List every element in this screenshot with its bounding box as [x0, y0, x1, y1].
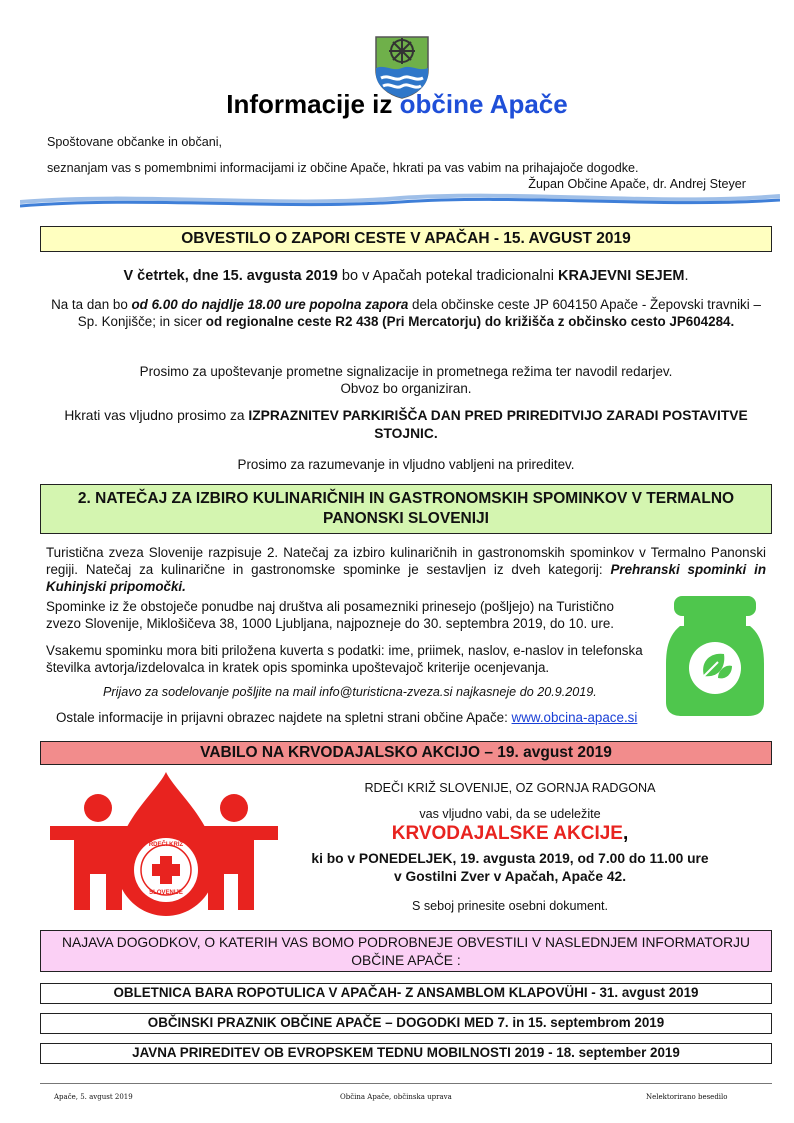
page-title-part2: občine Apače	[399, 89, 568, 119]
intro-text: seznanjam vas s pomembnimi informacijami iz občine Apače, hkrati pa vas vabim na prihajajoče dogodke.	[47, 161, 639, 175]
culinary-contest-heading	[40, 484, 772, 534]
event-item-1-text: OBLETNICA BARA ROPOTULICA V APAČAH- Z ANSAMBLOM KLAPOVÜHI - 31. avgust 2019	[113, 985, 699, 1000]
contest-categories: Prehranski spominki in Kuhinjski pripomočki.	[46, 562, 767, 594]
event-item-3	[40, 1043, 772, 1064]
header-wave-divider	[20, 188, 780, 210]
traffic-note-line1: Prosimo za upoštevanje prometne signalizacije in prometnega režima ter navodil redarjev.	[139, 364, 673, 379]
blood-drive-event: KRVODAJALSKE AKCIJE	[391, 823, 623, 844]
event-date: V četrtek, dne 15. avgusta 2019	[123, 268, 338, 284]
parking-note-b: IZPRAZNITEV PARKIRIŠČA DAN PRED PRIREDITVIJO ZARADI POSTAVITVE STOJNIC.	[248, 408, 748, 441]
road-closure-line1	[40, 266, 772, 286]
upcoming-events-heading-text: NAJAVA DOGODKOV, O KATERIH VAS BOMO PODROBNEJE OBVESTILI V NASLEDNJEM INFORMATORJU OBČINE APAČE :	[62, 935, 750, 968]
traffic-note	[40, 363, 772, 397]
parking-note-a: Hkrati vas vljudno prosimo za	[64, 408, 249, 423]
blood-drive-note: S seboj prinesite osebni dokument.	[411, 899, 609, 913]
details-c: dela občinske ceste JP 604150 Apače - Žepovski travniki – Sp. Konjišče; in sicer	[77, 297, 761, 329]
details-a: Na ta dan bo	[51, 297, 132, 312]
footer-office: Občina Apače, občinska uprava	[340, 1093, 452, 1101]
road-closure-heading	[40, 226, 772, 252]
road-closure-heading-text: OBVESTILO O ZAPORI CESTE V APAČAH - 15. AVGUST 2019	[181, 230, 631, 247]
footer-note: Nelektorirano besedilo	[646, 1093, 728, 1101]
blood-drive-invite: vas vljudno vabi, da se udeležite	[419, 807, 601, 821]
parking-note	[50, 407, 762, 443]
closing-note: Prosimo za razumevanje in vljudno vabljeni na prireditev.	[237, 457, 575, 472]
fair-name: KRAJEVNI SEJEM	[557, 268, 685, 284]
contest-delivery: Spominke iz že obstoječe ponudbe naj društva ali posamezniki prinesejo (pošljejo) na Turistično zvezo Slovenije, Miklošičeva 38, 1000 Ljubljana, najpozneje do 30. septembra 2019, do 10. ure.	[46, 599, 614, 631]
contest-application: Prijavo za sodelovanje pošljite na mail info@turisticna-zveza.si najkasneje do 20.9.2019.	[103, 685, 597, 699]
upcoming-events-heading	[40, 930, 772, 972]
logo-bottom-text: SLOVENIJE	[149, 890, 183, 896]
red-cross-org: RDEČI KRIŽ SLOVENIJE, OZ GORNJA RADGONA	[364, 781, 656, 795]
event-item-2	[40, 1013, 772, 1034]
contest-intro	[46, 544, 766, 595]
blood-drive-comma: ,	[622, 823, 629, 844]
blood-drive-where: v Gostilni Zver v Apačah, Apače 42.	[393, 869, 627, 884]
contest-envelope: Vsakemu spominku mora biti priložena kuverta s podatki: ime, priimek, naslov, e-naslov in telefonska številka avtorja/izdelovalca in kratek opis spominka upoštevajoč kriterije ocenjevanja.	[46, 643, 643, 675]
event-item-3-text: JAVNA PRIREDITEV OB EVROPSKEM TEDNU MOBILNOSTI 2019 - 18. september 2019	[132, 1045, 680, 1060]
event-item-1	[40, 983, 772, 1004]
page-title-part1: Informacije iz	[226, 89, 400, 119]
page-title	[0, 88, 794, 120]
footer-date: Apače, 5. avgust 2019	[54, 1093, 133, 1101]
event-item-2-text: OBČINSKI PRAZNIK OBČINE APAČE – DOGODKI MED 7. in 15. septembrom 2019	[147, 1015, 665, 1030]
blood-drive-title	[290, 822, 730, 846]
municipality-website-link[interactable]: www.obcina-apace.si	[511, 710, 638, 725]
contest-intro-a: Turistična zveza Slovenije razpisuje 2. Natečaj za izbiro kulinaričnih in gastronomskih spominkov v Termalno Panonski regiji. Natečaj za kulinarične in gastronomske spominke je sestavljen iz dveh kategorij:	[46, 545, 766, 577]
closure-segment: od regionalne ceste R2 438 (Pri Mercatorju) do križišča z občinsko cesto JP604284.	[205, 314, 735, 329]
traffic-note-line2: Obvoz bo organiziran.	[340, 381, 472, 396]
red-cross-logo	[48, 770, 280, 920]
blood-drive-when: ki bo v PONEDELJEK, 19. avgusta 2019, od 7.00 do 11.00 ure	[311, 851, 709, 866]
mayor-signature: Župan Občine Apače, dr. Andrej Steyer	[528, 177, 746, 191]
line1-text: bo v Apačah potekal tradicionalni	[337, 268, 558, 284]
closure-hours: od 6.00 do najdlje 18.00 ure popolna zapora	[131, 297, 409, 312]
blood-drive-heading-text: VABILO NA KRVODAJALSKO AKCIJO – 19. avgust 2019	[200, 744, 612, 761]
greeting: Spoštovane občanke in občani,	[47, 135, 223, 149]
road-closure-details	[46, 296, 766, 330]
culinary-contest-heading-text: 2. NATEČAJ ZA IZBIRO KULINARIČNIH IN GASTRONOMSKIH SPOMINKOV V TERMALNO PANONSKI SLOVENIJI	[77, 490, 735, 527]
jar-icon	[660, 590, 770, 720]
blood-drive-heading	[40, 741, 772, 765]
line1-end: .	[684, 268, 689, 284]
footer-divider	[40, 1083, 772, 1084]
contest-more-info-text: Ostale informacije in prijavni obrazec najdete na spletni strani občine Apače:	[56, 710, 512, 725]
logo-top-text: RDEČI KRIŽ	[148, 842, 184, 848]
contest-more-info	[56, 709, 696, 726]
